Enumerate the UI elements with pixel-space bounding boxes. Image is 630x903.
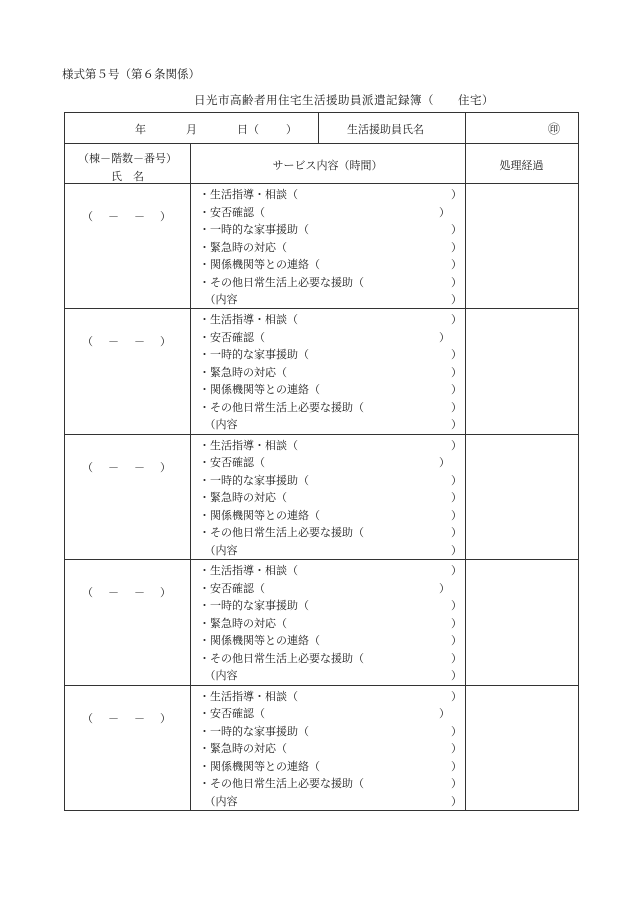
service-item-close-paren: ） [439, 330, 450, 344]
service-item: ・一時的な家事援助（ [199, 724, 309, 738]
service-item-close-paren: ） [451, 313, 462, 327]
service-item-close-paren: ） [451, 689, 462, 703]
assistant-name-label: 生活援助員氏名 [347, 123, 424, 136]
service-item: ・緊急時の対応（ [199, 240, 287, 254]
service-item: ・安否確認（ [199, 707, 265, 721]
service-item-close-paren: ） [451, 223, 462, 236]
service-item: ・安否確認（ [199, 330, 265, 344]
resident-column-header-line1: （棟－階数－番号） [78, 152, 177, 165]
form-number-label: 様式第５号（第６条関係） [62, 67, 200, 81]
date-day-label: 日（ [237, 123, 259, 136]
service-item: ・緊急時の対応（ [199, 616, 287, 630]
service-item-close-paren: ） [451, 383, 462, 397]
service-item-close-paren: ） [451, 348, 462, 362]
service-item: ・安否確認（ [199, 581, 265, 595]
date-year-label: 年 [135, 123, 146, 136]
service-item: （内容 [199, 794, 238, 808]
record-separator [65, 434, 578, 435]
service-item-close-paren: ） [439, 205, 450, 219]
service-item: ・緊急時の対応（ [199, 742, 287, 756]
service-item: ・一時的な家事援助（ [199, 223, 309, 236]
resident-id-cell: （ － － ） [82, 460, 173, 474]
service-item-close-paren: ） [451, 777, 462, 791]
service-item: ・生活指導・相談（ [199, 564, 298, 578]
service-item: ・関係機関等との連絡（ [199, 258, 320, 271]
record-separator [65, 685, 578, 686]
service-item-close-paren: ） [451, 240, 462, 254]
service-item-close-paren: ） [451, 365, 462, 379]
service-item-close-paren: ） [451, 543, 462, 557]
progress-column-header: 処理経過 [499, 159, 544, 172]
service-item-close-paren: ） [451, 400, 462, 414]
service-item: （内容 [199, 543, 238, 557]
service-item: ・関係機関等との連絡（ [199, 508, 320, 522]
resident-column-header-line2: 氏 名 [111, 170, 144, 183]
service-item: ・その他日常生活上必要な援助（ [199, 275, 364, 289]
document-title [194, 92, 494, 108]
service-column-header: サービス内容（時間） [272, 159, 383, 172]
seal-mark: ㊞ [548, 122, 561, 136]
service-item-close-paren: ） [451, 293, 462, 306]
service-item-close-paren: ） [451, 258, 462, 271]
service-item-close-paren: ） [451, 473, 462, 487]
service-item-close-paren: ） [451, 526, 462, 540]
service-item: ・安否確認（ [199, 456, 265, 470]
service-item-close-paren: ） [451, 759, 462, 773]
service-item-close-paren: ） [451, 724, 462, 738]
service-item-close-paren: ） [451, 669, 462, 683]
service-item: ・関係機関等との連絡（ [199, 634, 320, 648]
service-item: ・生活指導・相談（ [199, 438, 298, 452]
service-item-close-paren: ） [451, 651, 462, 665]
service-item-close-paren: ） [439, 707, 450, 721]
service-item: （内容 [199, 418, 238, 432]
service-item: ・一時的な家事援助（ [199, 473, 309, 487]
service-item: ・生活指導・相談（ [199, 689, 298, 703]
service-item-close-paren: ） [451, 438, 462, 452]
service-item: （内容 [199, 669, 238, 683]
service-item-close-paren: ） [451, 275, 462, 289]
service-item: ・緊急時の対応（ [199, 365, 287, 379]
service-item-close-paren: ） [451, 794, 462, 808]
title-suffix: 住宅） [458, 93, 494, 107]
service-item-close-paren: ） [451, 188, 462, 201]
service-item: ・その他日常生活上必要な援助（ [199, 526, 364, 540]
date-day-close: ） [286, 123, 297, 136]
service-item: ・関係機関等との連絡（ [199, 383, 320, 397]
service-item-close-paren: ） [451, 599, 462, 613]
service-item-close-paren: ） [451, 634, 462, 648]
record-table [64, 112, 579, 811]
service-item-close-paren: ） [451, 742, 462, 756]
service-item: ・関係機関等との連絡（ [199, 759, 320, 773]
resident-id-cell: （ － － ） [82, 586, 173, 600]
title-main: 日光市高齢者用住宅生活援助員派遣記録簿（ [194, 93, 434, 107]
resident-id-cell: （ － － ） [82, 711, 173, 725]
service-item-close-paren: ） [451, 508, 462, 522]
service-item-close-paren: ） [451, 418, 462, 432]
service-item: ・一時的な家事援助（ [199, 599, 309, 613]
record-separator [65, 308, 578, 309]
service-item-close-paren: ） [439, 456, 450, 470]
service-item: ・安否確認（ [199, 205, 265, 219]
record-separator [65, 559, 578, 560]
service-item: ・その他日常生活上必要な援助（ [199, 400, 364, 414]
resident-id-cell: （ － － ） [82, 335, 173, 349]
service-item: ・緊急時の対応（ [199, 491, 287, 505]
date-month-label: 月 [186, 123, 197, 136]
service-item: ・生活指導・相談（ [199, 313, 298, 327]
service-item: （内容 [199, 293, 238, 306]
service-item-close-paren: ） [451, 564, 462, 578]
service-item: ・その他日常生活上必要な援助（ [199, 777, 364, 791]
service-item-close-paren: ） [439, 581, 450, 595]
resident-id-cell: （ － － ） [82, 210, 173, 223]
service-item: ・生活指導・相談（ [199, 188, 298, 201]
service-item: ・その他日常生活上必要な援助（ [199, 651, 364, 665]
service-item-close-paren: ） [451, 491, 462, 505]
service-item-close-paren: ） [451, 616, 462, 630]
service-item: ・一時的な家事援助（ [199, 348, 309, 362]
